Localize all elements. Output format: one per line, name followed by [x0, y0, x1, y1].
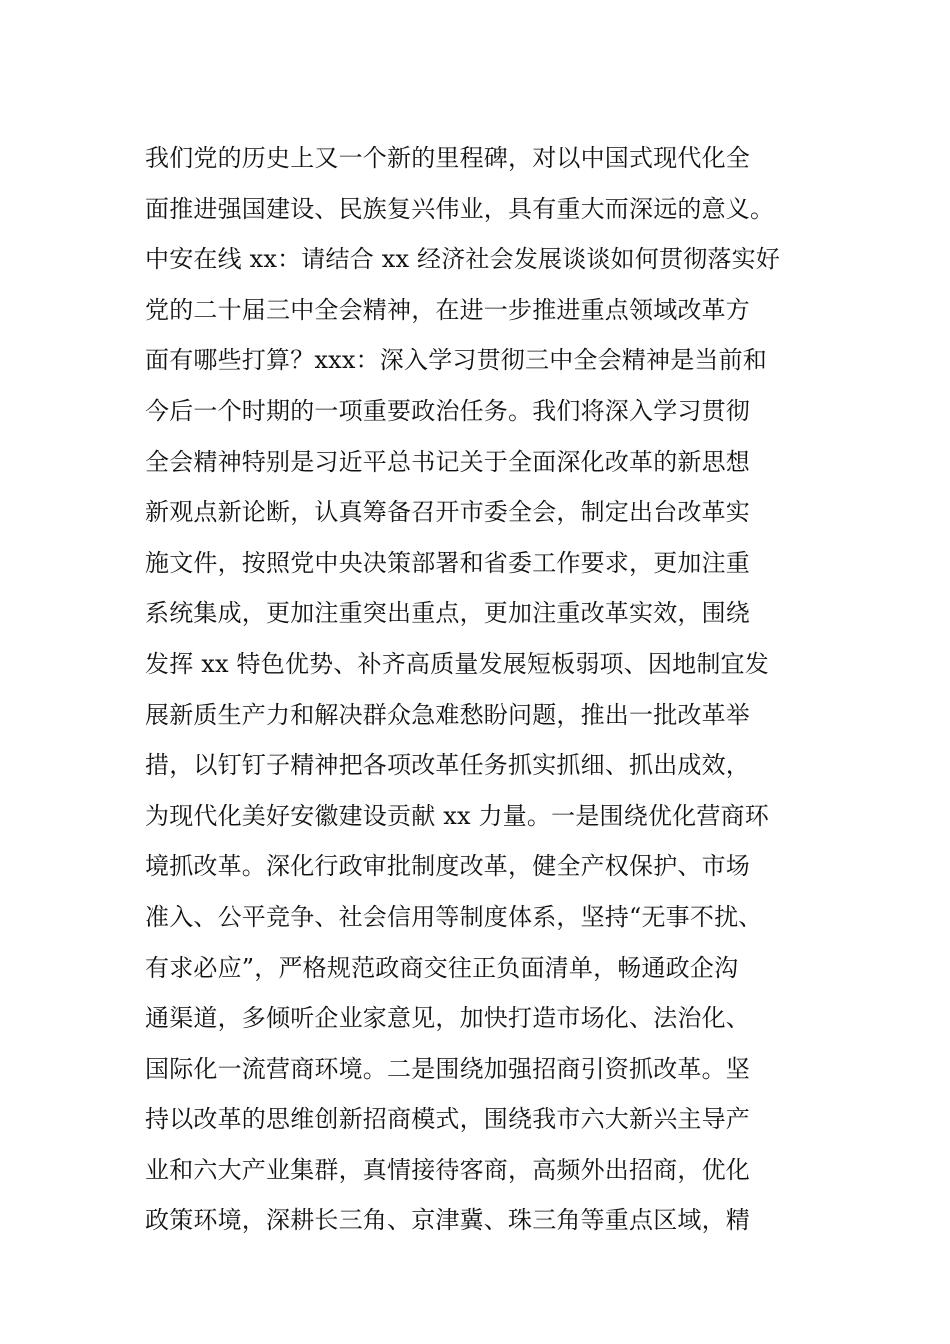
text-line: 为现代化美好安徽建设贡献 xx 力量。一是围绕优化营商环: [145, 801, 769, 830]
text-line: 面有哪些打算？xxx：深入学习贯彻三中全会精神是当前和: [145, 346, 768, 375]
text-line: 持以改革的思维创新招商模式，围绕我市六大新兴主导产: [145, 1105, 750, 1134]
text-line: 面推进强国建设、民族复兴伟业，具有重大而深远的意义。: [145, 194, 775, 223]
text-line: 措，以钉钉子精神把各项改革任务抓实抓细、抓出成效，: [145, 751, 750, 780]
text-line: 党的二十届三中全会精神，在进一步推进重点领域改革方: [145, 295, 750, 324]
text-line: 施文件，按照党中央决策部署和省委工作要求，更加注重: [145, 548, 750, 577]
document-body: [145, 133, 805, 1246]
text-line: 系统集成，更加注重突出重点，更加注重改革实效，围绕: [145, 599, 750, 628]
text-line: 全会精神特别是习近平总书记关于全面深化改革的新思想: [145, 447, 750, 476]
text-line: 业和六大产业集群，真情接待客商，高频外出招商，优化: [145, 1155, 750, 1184]
text-line: 准入、公平竞争、社会信用等制度体系，坚持“无事不扰、: [145, 902, 763, 931]
text-line: 境抓改革。深化行政审批制度改革，健全产权保护、市场: [145, 852, 750, 881]
text-line: 我们党的历史上又一个新的里程碑，对以中国式现代化全: [145, 144, 750, 172]
text-line: 通渠道，多倾听企业家意见，加快打造市场化、法治化、: [145, 1004, 750, 1033]
text-line: 发挥 xx 特色优势、补齐高质量发展短板弱项、因地制宜发: [145, 649, 769, 678]
text-line: 国际化一流营商环境。二是围绕加强招商引资抓改革。坚: [145, 1054, 750, 1083]
text-line: 政策环境，深耕长三角、京津冀、珠三角等重点区域，精: [145, 1206, 750, 1235]
text-line: 展新质生产力和解决群众急难愁盼问题，推出一批改革举: [145, 700, 750, 729]
text-line: 新观点新论断，认真筹备召开市委全会，制定出台改革实: [145, 498, 750, 527]
text-line: 今后一个时期的一项重要政治任务。我们将深入学习贯彻: [145, 396, 750, 425]
text-line: 中安在线 xx：请结合 xx 经济社会发展谈谈如何贯彻落实好: [145, 245, 781, 274]
text-line: 有求必应”，严格规范政商交往正负面清单，畅通政企沟: [145, 953, 739, 982]
